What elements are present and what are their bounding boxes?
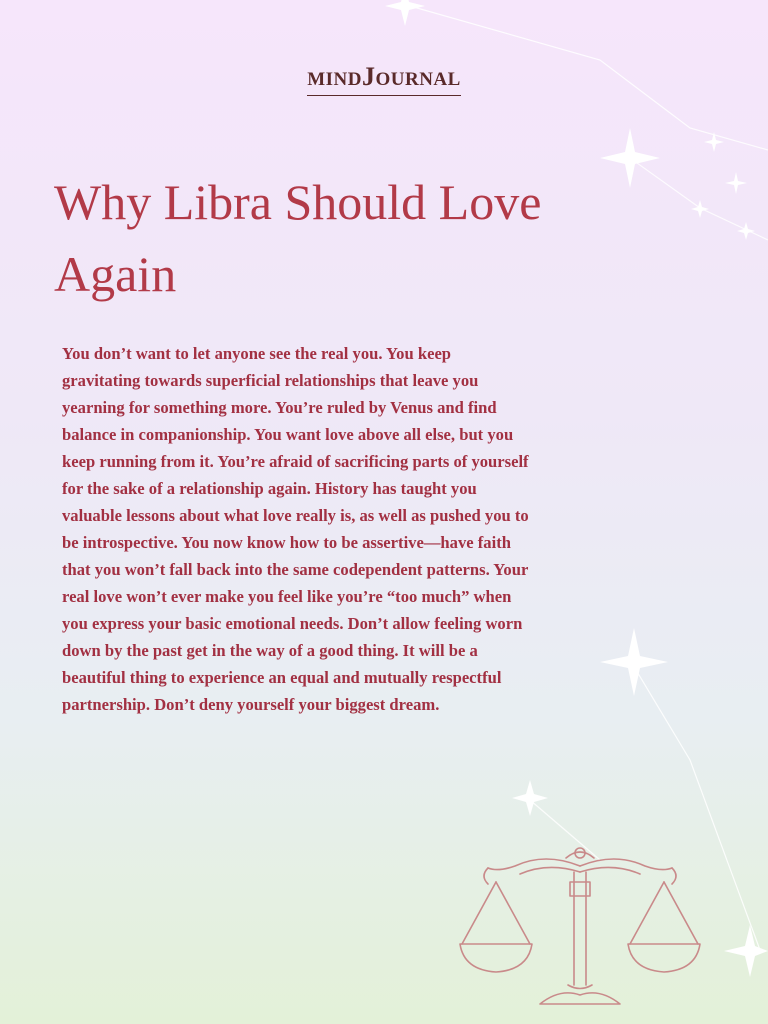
four-point-star-icon	[600, 128, 660, 188]
four-point-star-icon	[691, 200, 709, 218]
four-point-star-icon	[725, 172, 747, 194]
libra-scales-icon	[460, 848, 700, 1004]
four-point-star-icon	[737, 222, 755, 240]
four-point-star-icon	[600, 628, 668, 696]
four-point-star-icon	[724, 925, 768, 977]
brand-logo	[0, 62, 768, 96]
brand-logo-text	[307, 62, 461, 96]
four-point-star-icon	[512, 780, 548, 816]
logo-mind: MIND	[307, 69, 362, 90]
logo-ournal: OURNAL	[375, 69, 461, 90]
four-point-star-icon	[385, 0, 425, 26]
four-point-star-icon	[704, 132, 724, 152]
logo-j: J	[361, 62, 376, 91]
article-body: You don’t want to let anyone see the real you. You keep gravitating towards superficial relationships that leave you yearning for something more. You’re ruled by Venus and find balance in companionship. You want love above all else, but you keep running from it. You’re afraid of sacrificing parts of yourself for the sake of a relationship again. History has taught you valuable lessons about what love really is, as well as pushed you to be introspective. You now know how to be assertive—have faith that you won’t fall back into the same codependent patterns. Your real love won’t ever make you feel like you’re “too much” when you express your basic emotional needs. Don’t allow feeling worn down by the past get in the way of a good thing. It will be a beautiful thing to experience an equal and mutually respectful partnership. Don’t deny yourself your biggest dream.	[62, 344, 529, 714]
article-title: Why Libra Should Love Again	[54, 174, 542, 302]
